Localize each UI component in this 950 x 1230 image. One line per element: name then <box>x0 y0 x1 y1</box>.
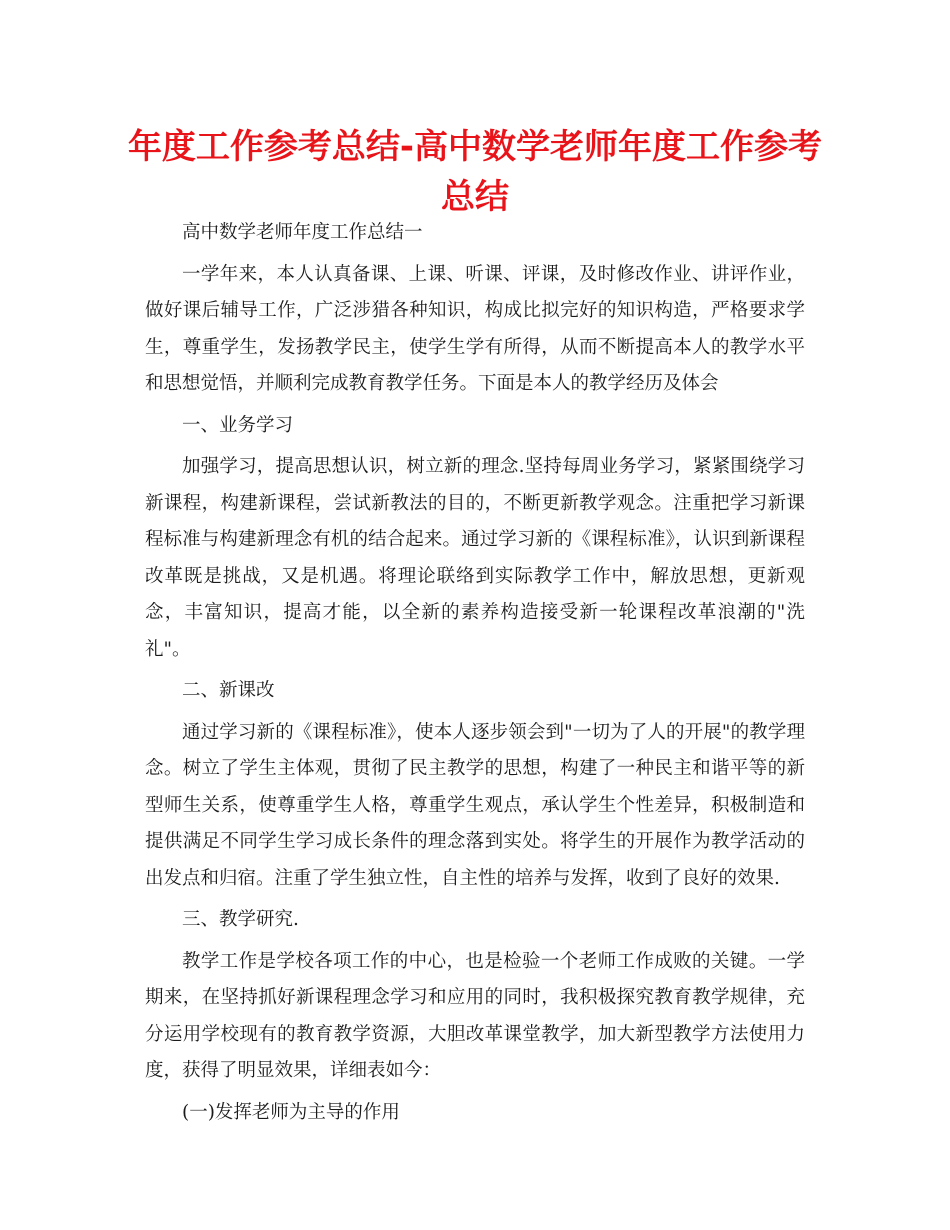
document-body <box>145 215 805 1131</box>
teaching-research-paragraph: 教学工作是学校各项工作的中心，也是检验一个老师工作成败的关键。一学期来，在坚持抓好新课程理念学习和应用的同时，我积极探究教育教学规律，充分运用学校现有的教育教学资源，大胆改革课堂教学，加大新型教学方法使用力度，获得了明显效果，详细表如今： <box>145 950 805 1081</box>
business-study-paragraph: 加强学习，提高思想认识，树立新的理念.坚持每周业务学习，紧紧围绕学习新课程，构建新课程，尝试新教法的目的，不断更新教学观念。注重把学习新课程标准与构建新理念有机的结合起来。通过学习新的《课程标准》，认识到新课程改革既是挑战，又是机遇。将理论联络到实际教学工作中，解放思想，更新观念，丰富知识，提高才能，以全新的素养构造接受新一轮课程改革浪潮的"洗礼"。 <box>145 456 805 660</box>
section-heading-business-study: 一、业务学习 <box>182 414 294 436</box>
intro-paragraph: 一学年来，本人认真备课、上课、听课、评课，及时修改作业、讲评作业，做好课后辅导工作，广泛涉猎各种知识，构成比拟完好的知识构造，严格要求学生，尊重学生，发扬教学民主，使学生学有所得，从而不断提高本人的教学水平和思想觉悟，并顺利完成教育教学任务。下面是本人的教学经历及体会 <box>145 263 805 394</box>
subsection-heading-teacher-role: (一)发挥老师为主导的作用 <box>182 1101 400 1123</box>
section-subtitle: 高中数学老师年度工作总结一 <box>182 222 423 243</box>
section-heading-teaching-research: 三、教学研究. <box>182 909 299 930</box>
new-curriculum-paragraph: 通过学习新的《课程标准》，使本人逐步领会到"一切为了人的开展"的教学理念。树立了学生主体观，贯彻了民主教学的思想，构建了一种民主和谐平等的新型师生关系，使尊重学生人格，尊重学生观点，承认学生个性差异，积极制造和提供满足不同学生学习成长条件的理念落到实处。将学生的开展作为教学活动的出发点和归宿。注重了学生独立性，自主性的培养与发挥，收到了良好的效果. <box>145 721 805 889</box>
section-heading-new-curriculum: 二、新课改 <box>182 680 275 701</box>
document-title: 年度工作参考总结-高中数学老师年度工作参考总结 <box>127 127 823 217</box>
